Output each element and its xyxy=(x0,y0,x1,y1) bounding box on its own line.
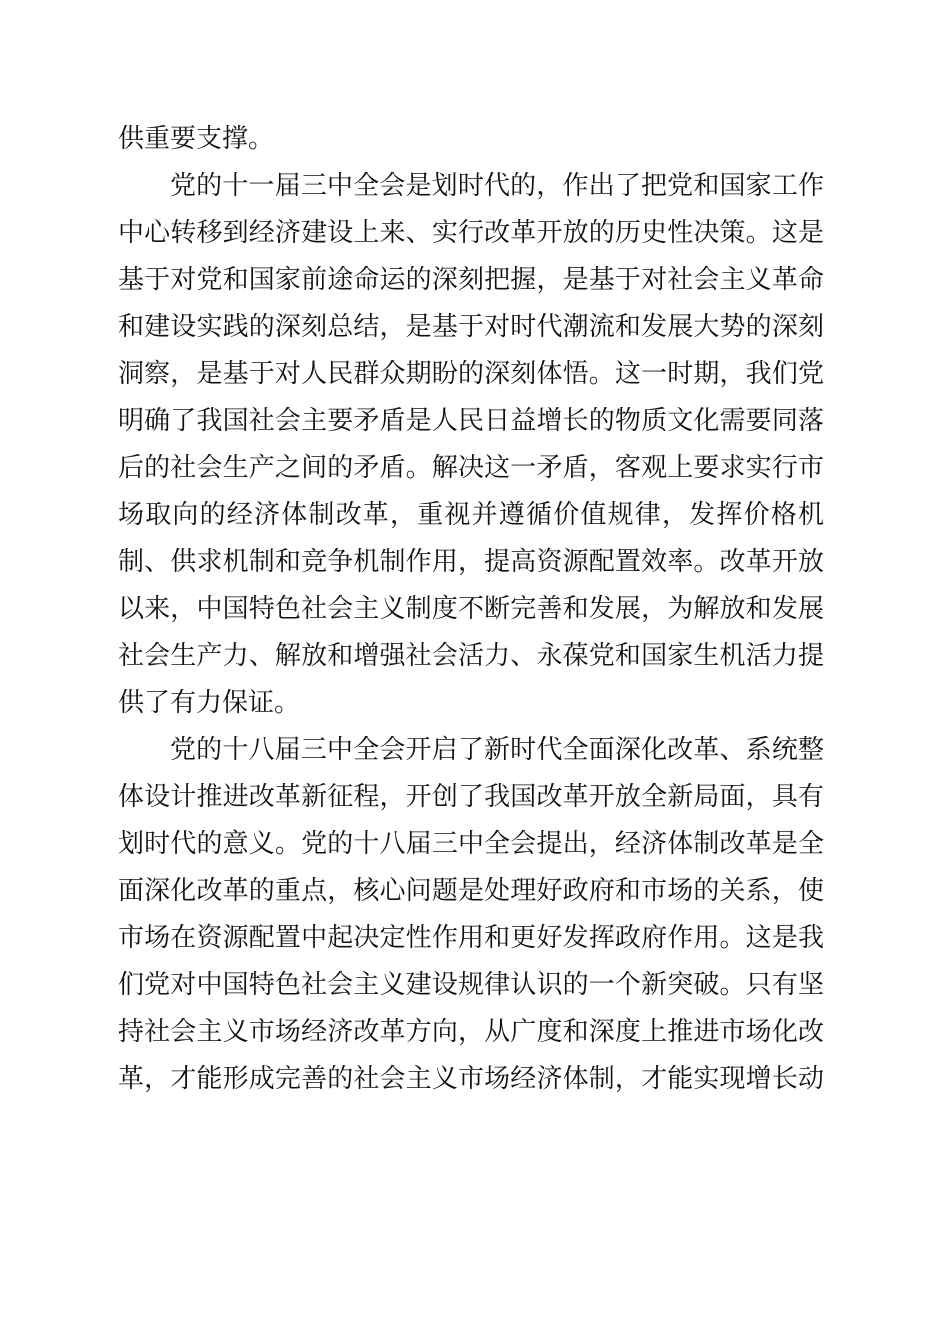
text-line: 供了有力保证。 xyxy=(118,688,301,718)
text-line: 场取向的经济体制改革，重视并遵循价值规律，发挥价格机 xyxy=(118,500,824,530)
text-line: 划时代的意义。党的十八届三中全会提出，经济体制改革是全 xyxy=(118,829,824,859)
text-line: 基于对党和国家前途命运的深刻把握，是基于对社会主义革命 xyxy=(118,265,824,295)
text-line: 明确了我国社会主要矛盾是人民日益增长的物质文化需要同落 xyxy=(118,406,824,436)
text-line: 洞察，是基于对人民群众期盼的深刻体悟。这一时期，我们党 xyxy=(118,359,824,389)
text-line: 面深化改革的重点，核心问题是处理好政府和市场的关系，使 xyxy=(118,876,824,906)
text-line: 党的十八届三中全会开启了新时代全面深化改革、系统整 xyxy=(170,735,824,765)
text-line: 制、供求机制和竞争机制作用，提高资源配置效率。改革开放 xyxy=(118,547,824,577)
paragraph-3 xyxy=(118,727,824,1103)
text-line: 市场在资源配置中起决定性作用和更好发挥政府作用。这是我 xyxy=(118,923,824,953)
text-line: 和建设实践的深刻总结，是基于对时代潮流和发展大势的深刻 xyxy=(118,312,824,342)
text-line: 社会生产力、解放和增强社会活力、永葆党和国家生机活力提 xyxy=(118,641,824,671)
text-line: 党的十一届三中全会是划时代的，作出了把党和国家工作 xyxy=(170,171,824,201)
document-page xyxy=(118,116,824,1103)
text-line: 以来，中国特色社会主义制度不断完善和发展，为解放和发展 xyxy=(118,594,824,624)
paragraph-1 xyxy=(118,116,824,163)
text-line: 体设计推进改革新征程，开创了我国改革开放全新局面，具有 xyxy=(118,782,824,812)
text-line: 革，才能形成完善的社会主义市场经济体制，才能实现增长动 xyxy=(118,1064,824,1094)
text-line: 中心转移到经济建设上来、实行改革开放的历史性决策。这是 xyxy=(118,218,824,248)
text-line: 们党对中国特色社会主义建设规律认识的一个新突破。只有坚 xyxy=(118,970,824,1000)
paragraph-2 xyxy=(118,163,824,727)
text-line: 供重要支撑。 xyxy=(118,124,275,154)
text-line: 持社会主义市场经济改革方向，从广度和深度上推进市场化改 xyxy=(118,1017,824,1047)
text-line: 后的社会生产之间的矛盾。解决这一矛盾，客观上要求实行市 xyxy=(118,453,824,483)
